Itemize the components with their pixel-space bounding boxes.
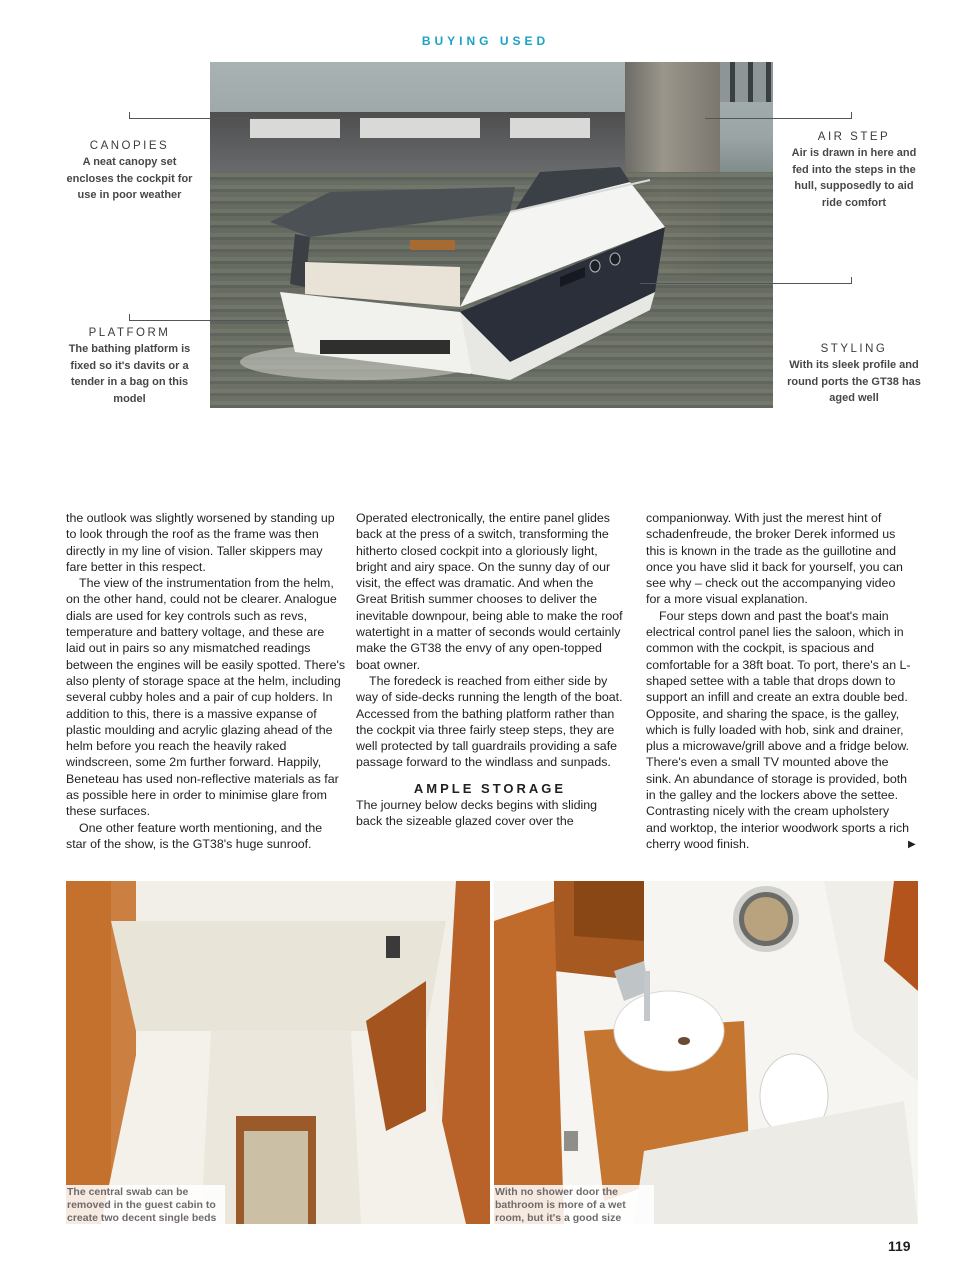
section-tag: BUYING USED [421,34,550,48]
paragraph: companionway. With just the merest hint of schadenfreude, the broker Derek informed us this is known in the trade as the guillotine and once you have slid it back for yourself, you can see why – check out the accompanying video for a more visual explanation. [646,511,903,607]
callout-body: The bathing platform is fixed so it's davits or a tender in a bag on this model [68,343,191,405]
callout-styling [786,343,922,407]
cabin-illustration [66,881,490,1224]
callout-air-step [786,131,922,211]
leader-line-air-step [705,118,852,119]
photo-guest-cabin [66,881,490,1224]
leader-line-styling [640,283,852,284]
leader-line-canopies [129,118,344,119]
page-number: 119 [888,1238,911,1254]
paragraph: The journey below decks begins with sliding back the sizeable glazed cover over the [356,798,598,829]
paragraph: The view of the instrumentation from the helm, on the other hand, could not be clearer. Analogue dials are used for key controls such as revs, temperature and battery voltage, and these are laid out in pairs so any mismatched readings between the engines will be easily spotted. There's also plenty of storage space at the helm, including several cubby holes and a pair of cup holders. In addition to this, there is a massive expanse of plastic moulding and acrylic glazing ahead of the helm before you reach the heavily raked windscreen, some 2m further forward. Happily, Beneteau has used non-reflective materials as far as possible here in order to minimise glare from these surfaces. [66,576,346,819]
callout-title: AIR STEP [817,131,891,143]
callout-title: STYLING [820,343,888,355]
caption-bathroom: With no shower door the bathroom is more of a wet room, but it's a good size [494,1185,654,1224]
leader-cap [851,112,852,119]
text-column-1 [66,510,346,852]
subheading-ample-storage: AMPLE STORAGE [413,780,567,796]
hero-photo-boat [210,62,773,408]
text-column-3 [646,510,912,852]
text-column-2 [356,510,624,830]
end-of-page-arrow-icon: ▶ [908,839,916,850]
leader-line-platform [129,320,289,321]
leader-cap [851,277,852,284]
caption-cabin: The central swab can be removed in the guest cabin to create two decent single beds [66,1185,225,1224]
callout-body: With its sleek profile and round ports the GT38 has aged well [787,359,921,404]
callout-body: A neat canopy set encloses the cockpit for use in poor weather [66,156,193,201]
paragraph: Four steps down and past the boat's main electrical control panel lies the saloon, which in common with the cockpit, is spacious and comfortable for a 38ft boat. To port, there's an L-shaped settee with a table that drops down to support an infill and create an extra double bed. Opposite, and sharing the space, is the galley, which is fully loaded with hob, sink and drainer, plus a microwave/grill above and a fridge below. There's even a small TV mounted above the sink. An abundance of storage is provided, both in the galley and the lockers above the settee. Contrasting nicely with the cream upholstery and worktop, the interior woodwork sports a rich cherry wood finish. [646,608,911,851]
callout-title: CANOPIES [89,140,170,152]
callout-platform [62,327,197,407]
bathroom-illustration [494,881,918,1224]
paragraph: the outlook was slightly worsened by standing up to look through the roof as the frame was then directly in my line of vision. Taller skippers may fare better in this respect. [66,511,335,574]
paragraph: Operated electronically, the entire panel glides back at the press of a switch, transforming the hitherto closed cockpit into a gloriously light, bright and airy space. On the sunny day of our visit, the effect was dramatic. And when the Great British summer chooses to deliver the inevitable downpour, being able to make the roof watertight in a matter of seconds would certainly make the GT38 the envy of any open-topped boat owner. [356,511,623,672]
paragraph: The foredeck is reached from either side by way of side-decks running the length of the boat. Accessed from the bathing platform rather than the cockpit via three fairly steep steps, they are well protected by tall guardrails providing a safe passage forward to the windlass and sunpads. [356,673,623,770]
photo-bathroom [494,881,918,1224]
callout-body: Air is drawn in here and fed into the steps in the hull, supposedly to aid ride comfort [791,147,917,209]
callout-title: PLATFORM [88,327,171,339]
paragraph: One other feature worth mentioning, and the star of the show, is the GT38's huge sunroof. [66,820,323,851]
motorboat-illustration [210,62,773,408]
callout-canopies [62,140,197,204]
